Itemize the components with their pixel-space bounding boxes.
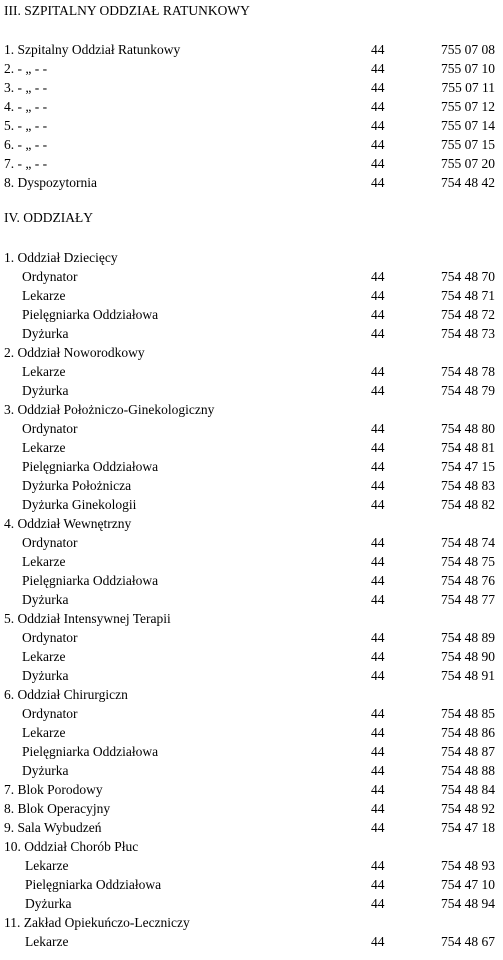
directory-row <box>0 704 503 723</box>
phone-number: 754 48 82 <box>441 497 495 512</box>
directory-row <box>0 97 503 116</box>
area-code: 44 <box>371 725 385 740</box>
phone-number: 754 48 90 <box>441 649 495 664</box>
phone-number: 754 48 71 <box>441 288 495 303</box>
row-label: Dyżurka Położnicza <box>22 478 132 493</box>
directory-row <box>0 932 503 951</box>
row-label: Lekarze <box>22 725 66 740</box>
row-label: Dyżurka <box>22 383 69 398</box>
directory-row <box>0 324 503 343</box>
phone-number: 754 48 93 <box>441 858 495 873</box>
area-code: 44 <box>371 630 385 645</box>
phone-number: 754 48 75 <box>441 554 495 569</box>
row-label: Lekarze <box>22 288 66 303</box>
row-label: Ordynator <box>22 535 78 550</box>
row-label: 7. - „ - - <box>4 156 48 171</box>
area-code: 44 <box>371 649 385 664</box>
phone-number: 754 48 84 <box>441 782 495 797</box>
directory-row <box>0 135 503 154</box>
area-code: 44 <box>371 497 385 512</box>
row-label: 10. Oddział Chorób Płuc <box>4 839 139 854</box>
area-code: 44 <box>371 269 385 284</box>
directory-row <box>0 305 503 324</box>
directory-row <box>0 400 503 419</box>
directory-row <box>0 154 503 173</box>
phone-number: 754 48 72 <box>441 307 495 322</box>
directory-row <box>0 894 503 913</box>
area-code: 44 <box>371 535 385 550</box>
row-label: 4. - „ - - <box>4 99 48 114</box>
directory-row <box>0 666 503 685</box>
row-label: Pielęgniarka Oddziałowa <box>22 307 159 322</box>
row-label: Lekarze <box>25 858 69 873</box>
row-label: Lekarze <box>25 934 69 949</box>
phone-number: 754 48 86 <box>441 725 495 740</box>
row-label: 2. - „ - - <box>4 61 48 76</box>
phone-number: 755 07 15 <box>441 137 495 152</box>
area-code: 44 <box>371 573 385 588</box>
phone-number: 754 48 91 <box>441 668 495 683</box>
phone-number: 754 48 92 <box>441 801 495 816</box>
area-code: 44 <box>371 668 385 683</box>
directory-row <box>0 856 503 875</box>
phone-number: 755 07 20 <box>441 156 495 171</box>
phone-number: 754 47 18 <box>441 820 495 835</box>
area-code: 44 <box>371 137 385 152</box>
area-code: 44 <box>371 744 385 759</box>
phone-number: 754 48 83 <box>441 478 495 493</box>
phone-number: 754 48 89 <box>441 630 495 645</box>
directory-row <box>0 362 503 381</box>
row-label: 3. Oddział Położniczo-Ginekologiczny <box>4 402 215 417</box>
area-code: 44 <box>371 801 385 816</box>
directory-row <box>0 419 503 438</box>
phone-number: 754 48 78 <box>441 364 495 379</box>
directory-row <box>0 742 503 761</box>
row-label: 9. Sala Wybudzeń <box>4 820 102 835</box>
directory-row <box>0 248 503 267</box>
area-code: 44 <box>371 877 385 892</box>
phone-number: 754 48 42 <box>441 175 495 190</box>
row-label: Ordynator <box>22 630 78 645</box>
phone-number: 754 48 76 <box>441 573 495 588</box>
area-code: 44 <box>371 896 385 911</box>
row-label: 5. - „ - - <box>4 118 48 133</box>
row-label: 6. - „ - - <box>4 137 48 152</box>
directory-row <box>0 116 503 135</box>
area-code: 44 <box>371 459 385 474</box>
row-label: Dyżurka <box>22 592 69 607</box>
directory-row <box>0 647 503 666</box>
phone-number: 754 48 79 <box>441 383 495 398</box>
directory-row <box>0 571 503 590</box>
row-label: Dyżurka <box>25 896 72 911</box>
directory-row <box>0 780 503 799</box>
area-code: 44 <box>371 326 385 341</box>
directory-row <box>0 875 503 894</box>
directory-row <box>0 381 503 400</box>
directory-row <box>0 533 503 552</box>
phone-number: 754 48 87 <box>441 744 495 759</box>
phone-number: 755 07 08 <box>441 42 495 57</box>
area-code: 44 <box>371 42 385 57</box>
area-code: 44 <box>371 307 385 322</box>
area-code: 44 <box>371 364 385 379</box>
area-code: 44 <box>371 61 385 76</box>
row-label: Pielęgniarka Oddziałowa <box>22 459 159 474</box>
section-heading-emergency: III. SZPITALNY ODDZIAŁ RATUNKOWY <box>4 3 250 18</box>
phone-number: 754 47 10 <box>441 877 495 892</box>
row-label: Pielęgniarka Oddziałowa <box>25 877 162 892</box>
row-label: Dyżurka Ginekologii <box>22 497 137 512</box>
phone-number: 754 48 74 <box>441 535 495 550</box>
area-code: 44 <box>371 156 385 171</box>
phone-number: 755 07 12 <box>441 99 495 114</box>
area-code: 44 <box>371 440 385 455</box>
row-label: Dyżurka <box>22 668 69 683</box>
row-label: 2. Oddział Noworodkowy <box>4 345 145 360</box>
row-label: Dyżurka <box>22 326 69 341</box>
area-code: 44 <box>371 80 385 95</box>
directory-row <box>0 723 503 742</box>
directory-row <box>0 438 503 457</box>
phone-number: 754 48 70 <box>441 269 495 284</box>
phone-number: 755 07 11 <box>441 80 495 95</box>
row-label: Lekarze <box>22 364 66 379</box>
phone-number: 754 48 88 <box>441 763 495 778</box>
directory-row <box>0 761 503 780</box>
directory-row <box>0 552 503 571</box>
area-code: 44 <box>371 118 385 133</box>
directory-row <box>0 476 503 495</box>
row-label: Dyżurka <box>22 763 69 778</box>
phone-number: 754 48 67 <box>441 934 495 949</box>
directory-row <box>0 343 503 362</box>
row-label: Lekarze <box>22 554 66 569</box>
row-label: Ordynator <box>22 421 78 436</box>
section-heading-departments: IV. ODDZIAŁY <box>4 210 93 225</box>
area-code: 44 <box>371 763 385 778</box>
row-label: 8. Blok Operacyjny <box>4 801 111 816</box>
directory-row <box>0 78 503 97</box>
phone-number: 754 48 94 <box>441 896 495 911</box>
row-label: 7. Blok Porodowy <box>4 782 103 797</box>
area-code: 44 <box>371 175 385 190</box>
directory-row <box>0 628 503 647</box>
directory-row <box>0 59 503 78</box>
area-code: 44 <box>371 706 385 721</box>
row-label: 8. Dyspozytornia <box>4 175 97 190</box>
directory-row <box>0 913 503 932</box>
row-label: 1. Oddział Dziecięcy <box>4 250 118 265</box>
directory-row <box>0 837 503 856</box>
directory-row <box>0 495 503 514</box>
area-code: 44 <box>371 592 385 607</box>
phone-number: 755 07 10 <box>441 61 495 76</box>
phone-number: 754 47 15 <box>441 459 495 474</box>
row-label: 6. Oddział Chirurgiczn <box>4 687 128 702</box>
area-code: 44 <box>371 288 385 303</box>
phone-number: 755 07 14 <box>441 118 495 133</box>
phone-number: 754 48 85 <box>441 706 495 721</box>
directory-row <box>0 685 503 704</box>
phone-number: 754 48 80 <box>441 421 495 436</box>
area-code: 44 <box>371 554 385 569</box>
phone-number: 754 48 81 <box>441 440 495 455</box>
directory-row <box>0 609 503 628</box>
directory-row <box>0 818 503 837</box>
row-label: 4. Oddział Wewnętrzny <box>4 516 132 531</box>
area-code: 44 <box>371 858 385 873</box>
row-label: Ordynator <box>22 706 78 721</box>
directory-row <box>0 590 503 609</box>
directory-row <box>0 267 503 286</box>
directory-row <box>0 457 503 476</box>
area-code: 44 <box>371 478 385 493</box>
directory-row <box>0 799 503 818</box>
area-code: 44 <box>371 820 385 835</box>
directory-row <box>0 286 503 305</box>
row-label: 11. Zakład Opiekuńczo-Leczniczy <box>4 915 190 930</box>
row-label: Pielęgniarka Oddziałowa <box>22 573 159 588</box>
phone-number: 754 48 73 <box>441 326 495 341</box>
directory-row <box>0 173 503 192</box>
area-code: 44 <box>371 782 385 797</box>
phone-number: 754 48 77 <box>441 592 495 607</box>
row-label: Pielęgniarka Oddziałowa <box>22 744 159 759</box>
row-label: 5. Oddział Intensywnej Terapii <box>4 611 171 626</box>
area-code: 44 <box>371 383 385 398</box>
row-label: Lekarze <box>22 649 66 664</box>
row-label: 3. - „ - - <box>4 80 48 95</box>
directory-row <box>0 40 503 59</box>
directory-row <box>0 514 503 533</box>
row-label: 1. Szpitalny Oddział Ratunkowy <box>4 42 181 57</box>
area-code: 44 <box>371 99 385 114</box>
row-label: Lekarze <box>22 440 66 455</box>
area-code: 44 <box>371 421 385 436</box>
row-label: Ordynator <box>22 269 78 284</box>
area-code: 44 <box>371 934 385 949</box>
